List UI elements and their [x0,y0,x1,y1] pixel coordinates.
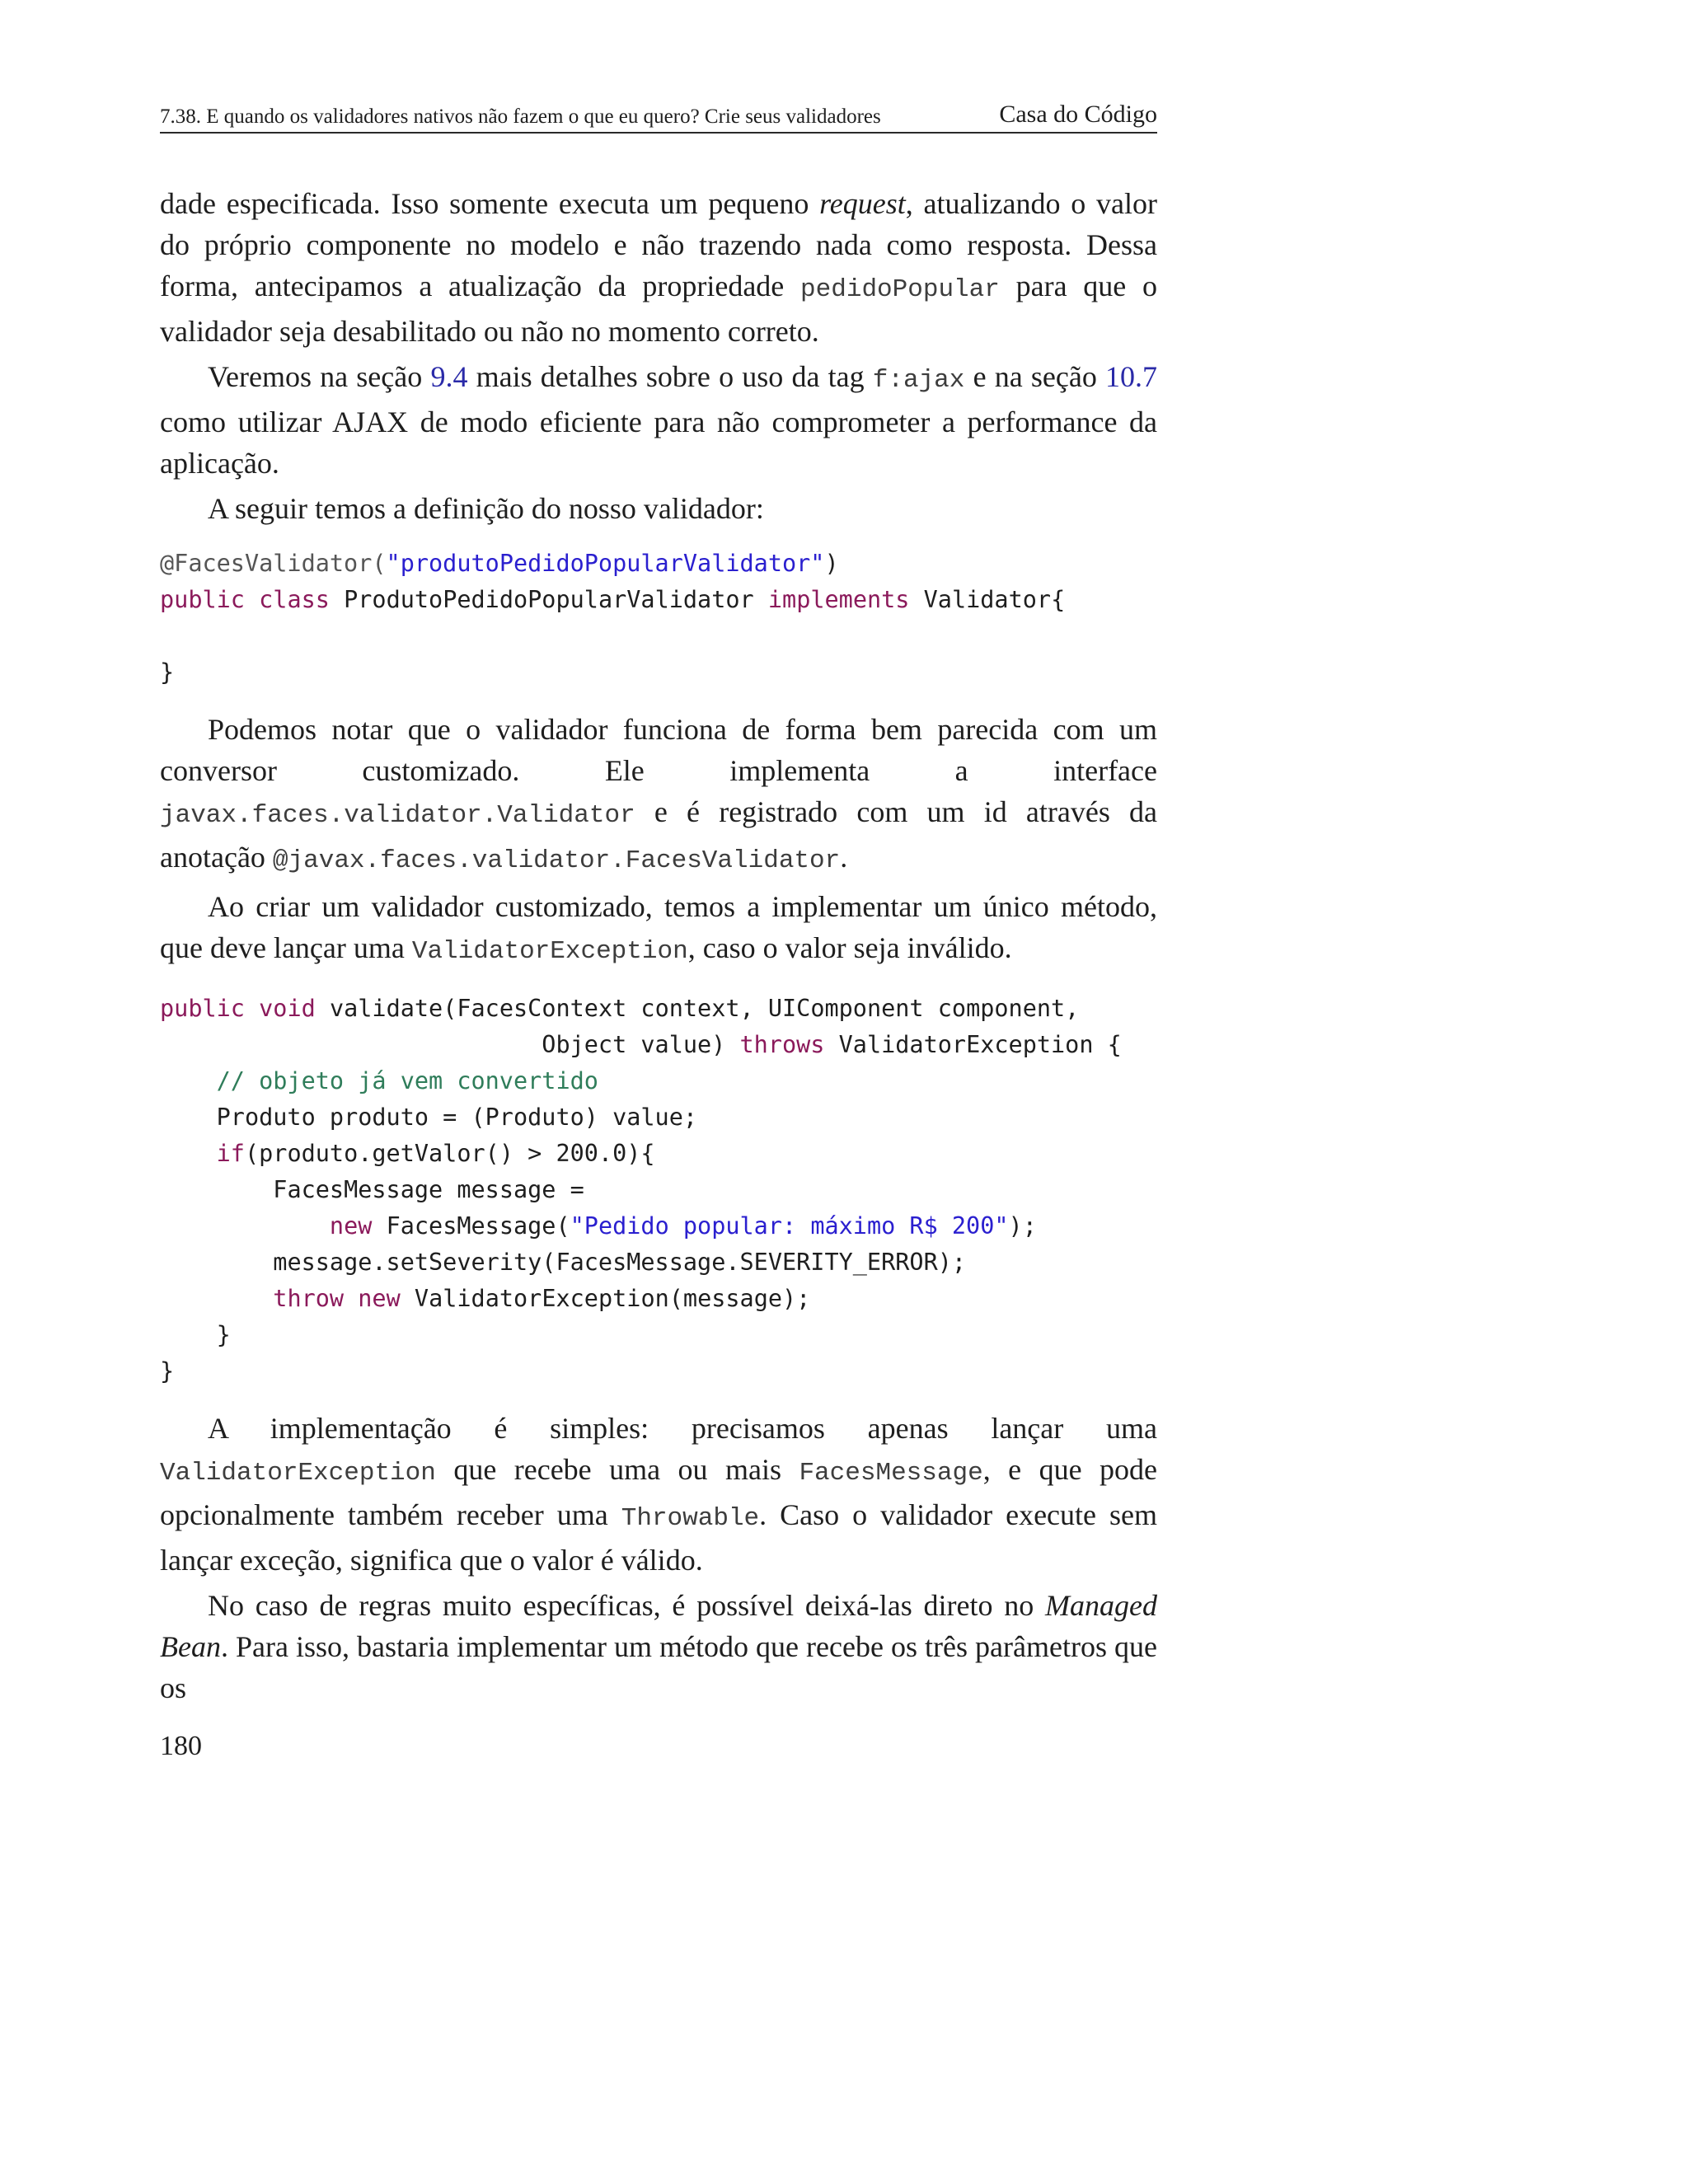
inline-code: f:ajax [872,366,965,395]
code-block-validator-class: @FacesValidator("produtoPedidoPopularValidator") public class ProdutoPedidoPopularValidator implements Validator{ } [160,550,1066,686]
inline-code: pedidoPopular [800,275,1000,304]
inline-code: ValidatorException [160,1459,436,1488]
section-link-10-7[interactable]: 10.7 [1105,360,1158,393]
paragraph-implementation: A implementação é simples: precisamos apenas lançar uma ValidatorException que recebe uma ou mais FacesMessage, e que pode opcionalmente também receber uma Throwable. Caso o validador execute sem lançar exceção, significa que o valor é válido. [160,1412,1158,1577]
paragraph-ajax: Veremos na seção 9.4 mais detalhes sobre o uso da tag f:ajax e na seção 10.7 como utilizar AJAX de modo eficiente para não comprometer a performance da aplicação. [160,360,1158,480]
inline-code: FacesMessage [799,1459,983,1488]
paragraph-continuation: dade especificada. Isso somente executa um pequeno request, atualizando o valor do próprio componente no modelo e não trazendo nada como resposta. Dessa forma, antecipamos a atualização da propriedade pedidoPopular para que o validador seja desabilitado ou não no momento correto. [160,187,1157,348]
book-title: Casa do Código [999,101,1157,128]
code-block-validate-method: public void validate(FacesContext context, UIComponent component, Object value) throws ValidatorException { // objeto já vem convertido Produto produto = (Produto) value; if(produto.getValor() > 200.0){ FacesMessage message = new FacesMessage("Pedido popular: máximo R$ 200"); message.setSeverity(FacesMessage.SEVERITY_ERROR); throw new ValidatorException(message); } } [160,995,1122,1385]
inline-code: Throwable [621,1504,760,1533]
inline-code: ValidatorException [411,937,688,966]
inline-code: @javax.faces.validator.FacesValidator [272,846,841,875]
paragraph-managed-bean: No caso de regras muito específicas, é possível deixá-las direto no Managed Bean. Para isso, bastaria implementar um método que recebe os três parâmetros que os [160,1589,1157,1704]
section-title: 7.38. E quando os validadores nativos não fazem o que eu quero? Crie seus validadores [160,105,881,128]
inline-code: javax.faces.validator.Validator [160,801,635,830]
paragraph-method: Ao criar um validador customizado, temos a implementar um único método, que deve lançar uma ValidatorException, caso o valor seja inválido. [160,890,1157,966]
section-link-9-4[interactable]: 9.4 [430,360,468,393]
paragraph-explanation: Podemos notar que o validador funciona de forma bem parecida com um conversor customizado. Ele implementa a interface javax.faces.validator.Validator e é registrado com um id através da anotação @javax.faces.validator.FacesValidator. [160,713,1157,875]
page-body [160,183,1157,1708]
paragraph-intro: A seguir temos a definição do nosso validador: [208,492,764,525]
page-number: 180 [160,1731,202,1761]
running-header [160,97,1157,134]
